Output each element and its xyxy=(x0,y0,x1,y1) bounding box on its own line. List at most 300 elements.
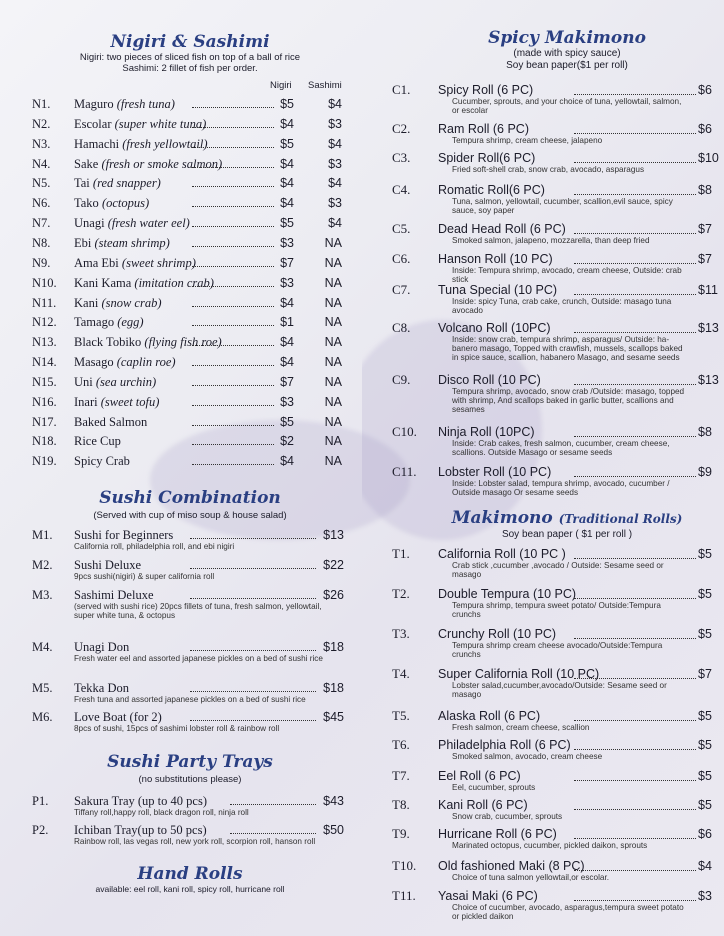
table-row xyxy=(32,193,352,213)
nigiri-title: Nigiri & Sashimi xyxy=(110,32,270,52)
item-name xyxy=(74,114,206,134)
item-name: Old fashioned Maki (8 PC) xyxy=(438,859,585,873)
item-code: C8. xyxy=(392,320,411,335)
item-description: (fresh tuna) xyxy=(116,97,175,111)
dot-leader xyxy=(574,384,696,385)
list-item xyxy=(32,637,352,673)
table-row xyxy=(32,273,352,293)
item-name: Spicy Roll (6 PC) xyxy=(438,83,534,97)
item-description: Smoked salmon, jalapeno, mozzarella, than deep fried xyxy=(452,236,650,245)
item-description: Inside: Crab cakes, fresh salmon, cucumber, cream cheese, scallions. Outside Masago or sesame seeds xyxy=(452,439,670,457)
list-item xyxy=(362,626,724,666)
item-name xyxy=(74,233,170,253)
item-description: Eel, cucumber, sprouts xyxy=(452,783,536,792)
table-row xyxy=(32,213,352,233)
table-row xyxy=(32,94,352,114)
table-row xyxy=(32,431,352,451)
item-description: California roll, philadelphia roll, and ebi nigiri xyxy=(74,542,235,551)
item-price: $22 xyxy=(323,558,344,572)
item-name: Ram Roll (6 PC) xyxy=(438,122,529,136)
item-price: $6 xyxy=(698,827,712,841)
item-code: C1. xyxy=(392,82,411,97)
item-name-text: Inari xyxy=(74,394,98,409)
dot-leader xyxy=(574,870,696,871)
item-name: Disco Roll (10 PC) xyxy=(438,373,541,387)
nigiri-price: $7 xyxy=(280,374,294,389)
item-code: N1. xyxy=(32,97,51,111)
item-name xyxy=(74,273,214,293)
item-price: $5 xyxy=(698,547,712,561)
item-description: Tiffany roll,happy roll, black dragon roll, ninja roll xyxy=(74,808,249,817)
item-name-text: Ebi xyxy=(74,235,92,250)
item-name: Double Tempura (10 PC) xyxy=(438,587,577,601)
item-code: N11. xyxy=(32,295,57,310)
item-description: (steam shrimp) xyxy=(94,235,170,250)
item-code: C7. xyxy=(392,282,411,297)
list-item xyxy=(362,464,724,504)
item-name xyxy=(74,312,144,332)
item-code: T3. xyxy=(392,626,410,641)
dot-leader xyxy=(574,294,696,295)
item-name: Alaska Roll (6 PC) xyxy=(438,709,541,723)
sashimi-price: NA xyxy=(324,454,342,469)
item-name-text: Rice Cup xyxy=(74,434,121,449)
item-price: $18 xyxy=(323,681,344,695)
dot-leader xyxy=(574,162,696,163)
dot-leader xyxy=(574,598,696,599)
item-code: N10. xyxy=(32,275,57,290)
hand-title: Hand Rolls xyxy=(137,864,243,884)
item-description: (snow crab) xyxy=(101,295,162,310)
item-description: Inside: spicy Tuna, crab cake, crunch, Outside: masago tuna avocado xyxy=(452,297,672,315)
item-description: 8pcs of sushi, 15pcs of sashimi lobster roll & rainbow roll xyxy=(74,724,280,733)
item-description: (sweet tofu) xyxy=(100,394,160,409)
item-name-text: Black Tobiko xyxy=(74,335,142,350)
dot-leader xyxy=(574,638,696,639)
item-code: M2. xyxy=(32,558,53,572)
sashimi-price: $4 xyxy=(328,176,342,191)
item-name xyxy=(74,431,121,451)
item-description: (flying fish roe) xyxy=(144,335,222,350)
sashimi-price: NA xyxy=(324,414,342,429)
item-price: $6 xyxy=(698,83,712,97)
maki-subtitle: Soy bean paper ( $1 per roll ) xyxy=(501,529,633,540)
nigiri-price: $5 xyxy=(280,97,294,111)
nigiri-price: $4 xyxy=(280,196,294,211)
item-name: Hurricane Roll (6 PC) xyxy=(438,827,557,841)
item-description: Choice of tuna salmon yellowtail,or escolar. xyxy=(452,873,610,882)
list-item xyxy=(362,586,724,626)
hand-header xyxy=(40,864,340,895)
table-row xyxy=(32,293,352,313)
table-row xyxy=(32,332,352,352)
item-code: N18. xyxy=(32,434,57,449)
item-name xyxy=(74,352,176,372)
item-code: M5. xyxy=(32,681,53,695)
dot-leader xyxy=(190,650,316,651)
nigiri-note-2: Sashimi: 2 fillet of fish per order. xyxy=(122,63,258,74)
dot-leader xyxy=(574,436,696,437)
item-name: Philadelphia Roll (6 PC) xyxy=(438,738,571,752)
item-description: (red snapper) xyxy=(92,176,161,191)
item-code: C11. xyxy=(392,464,417,479)
maki-title xyxy=(442,508,692,528)
item-description: (served with sushi rice) 20pcs fillets of tuna, fresh salmon, yellowtail, super white tuna, & octopus xyxy=(74,602,322,620)
item-code: T4. xyxy=(392,666,410,681)
item-description: (egg) xyxy=(117,315,144,330)
item-name: Kani Roll (6 PC) xyxy=(438,798,528,812)
sashimi-price: $4 xyxy=(328,97,342,111)
item-name: Crunchy Roll (10 PC) xyxy=(438,627,557,641)
spicy-subtitle-2: Soy bean paper($1 per roll) xyxy=(506,60,628,71)
sashimi-price: $4 xyxy=(328,136,342,151)
item-description: Tempura shrimp, avocado, snow crab /Outside: masago, topped with shrimp, And scallops baked in garlic butter, scallions and sesames xyxy=(452,387,685,414)
item-price: $7 xyxy=(698,252,712,266)
table-row xyxy=(32,173,352,193)
table-row xyxy=(32,451,352,471)
item-price: $13 xyxy=(698,321,719,335)
list-item xyxy=(362,546,724,586)
item-name: California Roll (10 PC ) xyxy=(438,547,566,561)
maki-title-small: (Traditional Rolls) xyxy=(558,512,683,526)
item-name: Super California Roll (10 PC) xyxy=(438,667,600,681)
sashimi-price: $4 xyxy=(328,216,342,231)
item-description: Cucumber, sprouts, and your choice of tuna, yellowtail, salmon, or escolar xyxy=(452,97,682,115)
item-name-text: Hamachi xyxy=(74,136,120,151)
item-price: $6 xyxy=(698,122,712,136)
item-name-text: Spicy Crab xyxy=(74,454,130,469)
nigiri-price: $2 xyxy=(280,434,294,449)
item-name xyxy=(74,154,222,174)
table-row xyxy=(32,312,352,332)
combo-title: Sushi Combination xyxy=(99,488,281,508)
spicy-subtitle-1: (made with spicy sauce) xyxy=(513,48,621,59)
item-name-text: Tai xyxy=(74,176,90,191)
sashimi-price: NA xyxy=(324,275,342,290)
item-name xyxy=(74,173,161,193)
item-description: Tempura shrimp, cream cheese, jalapeno xyxy=(452,136,603,145)
table-row xyxy=(32,352,352,372)
item-name: Volcano Roll (10PC) xyxy=(438,321,551,335)
item-code: N15. xyxy=(32,374,57,389)
hand-subtitle: available: eel roll, kani roll, spicy roll, hurricane roll xyxy=(95,884,285,894)
item-price: $8 xyxy=(698,183,712,197)
item-name-text: Escolar xyxy=(74,116,112,131)
item-name xyxy=(74,134,208,154)
maki-header xyxy=(442,508,692,542)
sashimi-price: NA xyxy=(324,374,342,389)
item-price: $8 xyxy=(698,425,712,439)
item-description: Tuna, salmon, yellowtail, cucumber, scallion,evil sauce, spicy sauce, soy paper xyxy=(452,197,673,215)
item-code: M3. xyxy=(32,588,53,602)
item-name: Eel Roll (6 PC) xyxy=(438,769,521,783)
item-price: $50 xyxy=(323,823,344,837)
item-description: (caplin roe) xyxy=(116,355,176,370)
item-name xyxy=(74,253,196,273)
item-code: N13. xyxy=(32,335,57,350)
item-name: Tekka Don xyxy=(74,681,130,695)
nigiri-price: $4 xyxy=(280,116,294,131)
item-code: C2. xyxy=(392,121,411,136)
table-row xyxy=(32,392,352,412)
item-name-text: Baked Salmon xyxy=(74,414,148,429)
item-description: Fresh salmon, cream cheese, scallion xyxy=(452,723,590,732)
item-price: $5 xyxy=(698,587,712,601)
item-description: Rainbow roll, las vegas roll, new york roll, scorpion roll, hanson roll xyxy=(74,837,316,846)
nigiri-price: $1 xyxy=(280,315,294,330)
item-code: N4. xyxy=(32,156,51,171)
item-code: M4. xyxy=(32,640,53,654)
nigiri-price: $3 xyxy=(280,394,294,409)
list-item xyxy=(362,666,724,706)
list-item xyxy=(362,424,724,464)
item-name: Sakura Tray (up to 40 pcs) xyxy=(74,794,207,808)
item-price: $10 xyxy=(698,151,719,165)
item-code: M1. xyxy=(32,528,53,542)
dot-leader xyxy=(574,838,696,839)
item-code: T10. xyxy=(392,858,417,873)
item-code: C9. xyxy=(392,372,411,387)
item-name: Ichiban Tray(up to 50 pcs) xyxy=(74,823,207,837)
item-name xyxy=(74,332,222,352)
table-row xyxy=(32,372,352,392)
item-name: Tuna Special (10 PC) xyxy=(438,283,558,297)
item-price: $5 xyxy=(698,709,712,723)
item-name: Hanson Roll (10 PC) xyxy=(438,252,553,266)
trays-header xyxy=(40,752,340,785)
item-name: Dead Head Roll (6 PC) xyxy=(438,222,566,236)
item-description: Snow crab, cucumber, sprouts xyxy=(452,812,563,821)
dot-leader xyxy=(574,749,696,750)
dot-leader xyxy=(190,538,316,539)
dot-leader xyxy=(574,94,696,95)
combo-header xyxy=(40,488,340,521)
nigiri-price: $5 xyxy=(280,414,294,429)
dot-leader xyxy=(574,194,696,195)
item-code: T7. xyxy=(392,768,410,783)
item-name: Romatic Roll(6 PC) xyxy=(438,183,545,197)
sashimi-price: NA xyxy=(324,355,342,370)
item-description: (super white tuna) xyxy=(114,116,207,131)
nigiri-price: $5 xyxy=(280,216,294,231)
table-row xyxy=(32,253,352,273)
item-name-text: Sake xyxy=(74,156,99,171)
dot-leader xyxy=(190,598,316,599)
item-code: T5. xyxy=(392,708,410,723)
item-code: N17. xyxy=(32,414,57,429)
col-sashimi-label: Sashimi xyxy=(308,80,342,91)
list-item xyxy=(362,82,724,122)
item-code: T8. xyxy=(392,797,410,812)
item-price: $11 xyxy=(698,283,718,297)
list-item xyxy=(32,585,352,621)
item-name-text: Ama Ebi xyxy=(74,255,119,270)
item-description: (sea urchin) xyxy=(95,374,157,389)
item-code: C6. xyxy=(392,251,411,266)
list-item xyxy=(362,320,724,360)
dot-leader xyxy=(574,233,696,234)
sashimi-price: $3 xyxy=(328,116,342,131)
item-description: (imitation crab) xyxy=(134,275,214,290)
spicy-header xyxy=(442,28,692,72)
item-description: Crab stick ,cucumber ,avocado / Outside: Sesame seed or masago xyxy=(452,561,664,579)
item-description: Smoked salmon, avocado, cream cheese xyxy=(452,752,603,761)
item-description: (sweet shrimp) xyxy=(121,255,196,270)
item-description: Choice of cucumber, avocado, asparagus,tempura sweet potato or pickled daikon xyxy=(452,903,684,921)
list-item xyxy=(32,707,352,743)
dot-leader xyxy=(574,263,696,264)
item-description: (fresh water eel) xyxy=(107,216,190,231)
item-price: $9 xyxy=(698,465,712,479)
dot-leader xyxy=(574,133,696,134)
item-name: Sushi for Beginners xyxy=(74,528,174,542)
table-row xyxy=(32,233,352,253)
nigiri-price: $4 xyxy=(280,335,294,350)
dot-leader xyxy=(574,332,696,333)
item-price: $7 xyxy=(698,667,712,681)
sashimi-price: NA xyxy=(324,315,342,330)
nigiri-header xyxy=(40,32,340,74)
item-code: T1. xyxy=(392,546,410,561)
sashimi-price: NA xyxy=(324,255,342,270)
item-name-text: Uni xyxy=(74,374,93,389)
item-name xyxy=(74,372,156,392)
item-code: C3. xyxy=(392,150,411,165)
nigiri-price: $4 xyxy=(280,454,294,469)
spicy-title: Spicy Makimono xyxy=(488,28,646,48)
item-name-text: Kani Kama xyxy=(74,275,132,290)
dot-leader xyxy=(574,720,696,721)
item-price: $5 xyxy=(698,769,712,783)
item-description: (fresh yellowtail) xyxy=(122,136,208,151)
item-name-text: Kani xyxy=(74,295,99,310)
dot-leader xyxy=(574,678,696,679)
item-description: Inside: snow crab, tempura shrimp, asparagus/ Outside: ha-banero masago, Topped with crawfish, mussels, scallops baked in spice sauce, scallion, habanero Masago, and sesame seeds xyxy=(452,335,683,362)
table-row xyxy=(32,114,352,134)
item-code: N8. xyxy=(32,235,51,250)
list-item xyxy=(32,820,352,856)
dot-leader xyxy=(190,568,316,569)
item-code: C10. xyxy=(392,424,417,439)
trays-subtitle: (no substitutions please) xyxy=(138,774,242,785)
sashimi-price: NA xyxy=(324,394,342,409)
item-description: 9pcs sushi(nigiri) & super california roll xyxy=(74,572,215,581)
item-price: $43 xyxy=(323,794,344,808)
table-row xyxy=(32,412,352,432)
nigiri-price: $4 xyxy=(280,176,294,191)
right-column xyxy=(362,0,724,936)
item-price: $13 xyxy=(323,528,344,542)
item-description: Tempura shrimp cream cheese avocado/Outside:Tempura crunchs xyxy=(452,641,663,659)
item-code: C5. xyxy=(392,221,411,236)
item-name: Sashimi Deluxe xyxy=(74,588,154,602)
table-row xyxy=(32,154,352,174)
item-code: T11. xyxy=(392,888,416,903)
item-code: N9. xyxy=(32,255,51,270)
item-name xyxy=(74,451,130,471)
item-price: $13 xyxy=(698,373,719,387)
item-price: $45 xyxy=(323,710,344,724)
item-description: (fresh or smoke salmon) xyxy=(101,156,223,171)
item-description: Fried soft-shell crab, snow crab, avocado, asparagus xyxy=(452,165,645,174)
item-name-text: Tamago xyxy=(74,315,115,330)
item-price: $4 xyxy=(698,859,712,873)
item-code: N19. xyxy=(32,454,57,469)
item-name xyxy=(74,293,162,313)
list-item xyxy=(362,372,724,412)
dot-leader xyxy=(574,558,696,559)
item-code: N5. xyxy=(32,176,51,191)
maki-title-main: Makimono xyxy=(451,508,553,528)
dot-leader xyxy=(574,900,696,901)
item-code: N7. xyxy=(32,216,51,231)
list-item xyxy=(362,282,724,322)
list-item xyxy=(362,888,724,928)
nigiri-price: $3 xyxy=(280,275,294,290)
item-price: $26 xyxy=(323,588,344,602)
item-name xyxy=(74,213,190,233)
item-price: $5 xyxy=(698,627,712,641)
item-name: Spider Roll(6 PC) xyxy=(438,151,536,165)
item-code: N14. xyxy=(32,355,57,370)
item-code: N6. xyxy=(32,196,51,211)
dot-leader xyxy=(190,720,316,721)
sashimi-price: NA xyxy=(324,434,342,449)
item-price: $5 xyxy=(698,738,712,752)
dot-leader xyxy=(574,809,696,810)
sashimi-price: NA xyxy=(324,335,342,350)
item-code: M6. xyxy=(32,710,53,724)
item-name xyxy=(74,392,159,412)
dot-leader xyxy=(574,780,696,781)
nigiri-price: $4 xyxy=(280,156,294,171)
item-price: $5 xyxy=(698,798,712,812)
item-code: C4. xyxy=(392,182,411,197)
item-name xyxy=(74,193,149,213)
dot-leader xyxy=(190,691,316,692)
item-description: Fresh tuna and assorted japanese pickles on a bed of sushi rice xyxy=(74,695,306,704)
nigiri-price: $7 xyxy=(280,255,294,270)
item-description: Inside: Tempura shrimp, avocado, cream cheese, Outside: crab stick xyxy=(452,266,682,284)
dot-leader xyxy=(574,476,696,477)
item-description: Fresh water eel and assorted japanese pickles on a bed of sushi rice xyxy=(74,654,323,663)
item-name-text: Unagi xyxy=(74,216,105,231)
item-price: $18 xyxy=(323,640,344,654)
item-description: Marinated octopus, cucumber, pickled daikon, sprouts xyxy=(452,841,648,850)
item-description: Lobster salad,cucumber,avocado/Outside: Sesame seed or masago xyxy=(452,681,667,699)
item-code: N2. xyxy=(32,116,51,131)
sashimi-price: NA xyxy=(324,235,342,250)
item-description: (octopus) xyxy=(101,196,150,211)
nigiri-note-1: Nigiri: two pieces of sliced fish on top of a ball of rice xyxy=(79,52,301,63)
item-price: $3 xyxy=(698,889,712,903)
nigiri-price: $5 xyxy=(280,136,294,151)
col-nigiri-label: Nigiri xyxy=(270,80,292,91)
combo-subtitle: (Served with cup of miso soup & house salad) xyxy=(93,510,287,521)
trays-title: Sushi Party Trays xyxy=(107,752,273,772)
table-row xyxy=(32,134,352,154)
item-description: Inside: Lobster salad, tempura shrimp, avocado, cucumber / Outside masago Or sesame seeds xyxy=(452,479,670,497)
item-code: N3. xyxy=(32,136,51,151)
item-code: T6. xyxy=(392,737,410,752)
item-name: Yasai Maki (6 PC) xyxy=(438,889,538,903)
item-code: T2. xyxy=(392,586,410,601)
item-code: P1. xyxy=(32,794,49,808)
item-name xyxy=(74,94,175,114)
sashimi-price: $3 xyxy=(328,196,342,211)
item-name: Sushi Deluxe xyxy=(74,558,142,572)
item-code: P2. xyxy=(32,823,49,837)
